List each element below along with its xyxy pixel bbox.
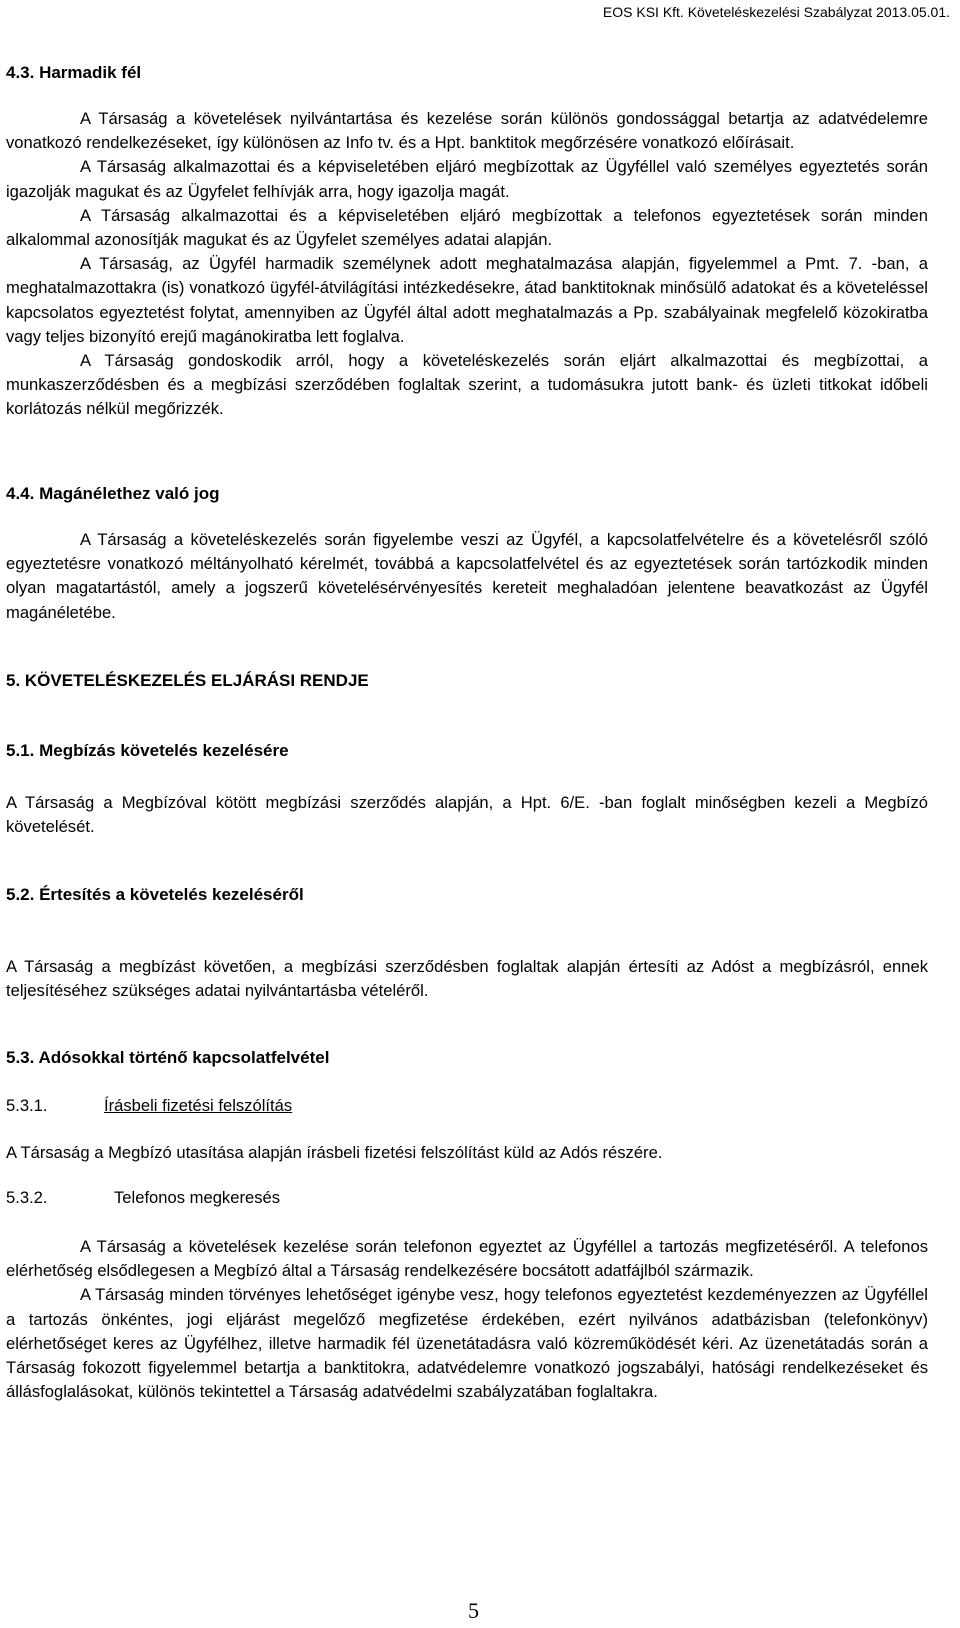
paragraph: A Társaság a követelések kezelése során telefonon egyeztet az Ügyféllel a tartozás megfizetéséről. A telefonos elérhetőség elsődlegesen a Megbízó által a Társaság rendelkezésére bocsátott adatfájlból származik. [6, 1237, 928, 1281]
heading-5-2: 5.2. Értesítés a követelés kezeléséről [6, 885, 304, 904]
section-4-3-body [6, 107, 928, 422]
section-4-4-body [6, 528, 928, 625]
paragraph: A Társaság alkalmazottai és a képviseletében eljáró megbízottak a telefonos egyeztetések során minden alkalommal azonosítják magukat és az Ügyfelet személyes adatai alapján. [6, 205, 928, 250]
paragraph: A Társaság a követeléskezelés során figyelembe veszi az Ügyfél, a kapcsolatfelvételre és a követelésről szóló egyeztetésre vonatkozó méltányolható kérelmét, továbbá a kapcsolatfelvétel és az egyeztetések során tartózkodik minden olyan magatartástól, amely a jogszerű követelésérvényesítés kereteit meghaladóan jelentene beavatkozást az Ügyfél magánéletébe. [6, 530, 928, 622]
paragraph: A Társaság minden törvényes lehetőséget igénybe vesz, hogy telefonos egyeztetést kezdeményezzen az Ügyféllel a tartozás önkéntes, jogi eljárást megelőző megfizetése érdekében, ezért nyilvános adatbázisban (telefonkönyv) elérhetőséget keres az Ügyfélhez, illetve harmadik fél üzenetátadásra való közreműködését kéri. Az üzenetátadás során a Társaság fokozott figyelemmel betartja a banktitokra, adatvédelemre vonatkozó jogszabályi, hatósági rendelkezéseket és állásfoglalásokat, különös tekintettel a Társaság adatvédelmi szabályzatában foglaltakra. [6, 1285, 928, 1402]
page-number: 5 [468, 1598, 479, 1623]
heading-5: 5. KÖVETELÉSKEZELÉS ELJÁRÁSI RENDJE [6, 671, 369, 690]
heading-5-3: 5.3. Adósokkal történő kapcsolatfelvétel [6, 1048, 330, 1067]
paragraph: A Társaság a megbízást követően, a megbízási szerződésben foglaltak alapján értesíti az Adóst a megbízásról, ennek teljesítéséhez szükséges adatai nyilvántartásba vételéről. [6, 957, 928, 1001]
paragraph: A Társaság alkalmazottai és a képviseletében eljáró megbízottak az Ügyféllel való személyes egyeztetés során igazolják magukat és az Ügyfelet felhívják arra, hogy igazolja magát. [6, 157, 928, 201]
heading-4-4: 4.4. Magánélethez való jog [6, 484, 220, 503]
paragraph: A Társaság gondoskodik arról, hogy a követeléskezelés során eljárt alkalmazottai és megbízottai, a munkaszerződésben és a megbízási szerződében foglaltak szerint, a tudomásukra jutott bank- és üzleti titkokat időbeli korlátozás nélkül megőrizzék. [6, 351, 928, 419]
subheading-5-3-2-title: Telefonos megkeresés [114, 1188, 281, 1207]
section-5-3-2-body [6, 1235, 928, 1404]
subheading-5-3-1-number: 5.3.1. [6, 1096, 48, 1115]
subheading-5-3-1-title: Írásbeli fizetési felszólítás [104, 1096, 293, 1115]
page-header: EOS KSI Kft. Követeléskezelési Szabályzat 2013.05.01. [602, 4, 950, 20]
heading-4-3: 4.3. Harmadik fél [6, 63, 142, 82]
section-5-1-body [6, 791, 928, 839]
subheading-5-3-2-number: 5.3.2. [6, 1188, 48, 1207]
section-5-3-1-body [6, 1141, 928, 1165]
paragraph: A Társaság a Megbízó utasítása alapján írásbeli fizetési felszólítást küld az Adós részére. [6, 1143, 663, 1162]
paragraph: A Társaság a követelések nyilvántartása és kezelése során különös gondossággal betartja az adatvédelemre vonatkozó rendelkezéseket, így különösen az Info tv. és a Hpt. banktitok megőrzésére vonatkozó előírásait. [6, 109, 928, 153]
heading-5-1: 5.1. Megbízás követelés kezelésére [6, 741, 289, 760]
section-5-2-body [6, 955, 928, 1003]
paragraph: A Társaság a Megbízóval kötött megbízási szerződés alapján, a Hpt. 6/E. -ban foglalt minőségben kezeli a Megbízó követelését. [6, 793, 928, 837]
paragraph: A Társaság, az Ügyfél harmadik személynek adott meghatalmazása alapján, figyelemmel a Pmt. 7. -ban, a meghatalmazottakra (is) vonatkozó ügyfél-átvilágítási intézkedésekre, átad banktitoknak minősülő adatokat és a követeléssel kapcsolatos egyeztetést folytat, amennyiben az Ügyfél által adott meghatalmazás a Pp. szabályainak megfelelő közokiratba vagy teljes bizonyító erejű magánokiratba lett foglalva. [6, 254, 928, 346]
